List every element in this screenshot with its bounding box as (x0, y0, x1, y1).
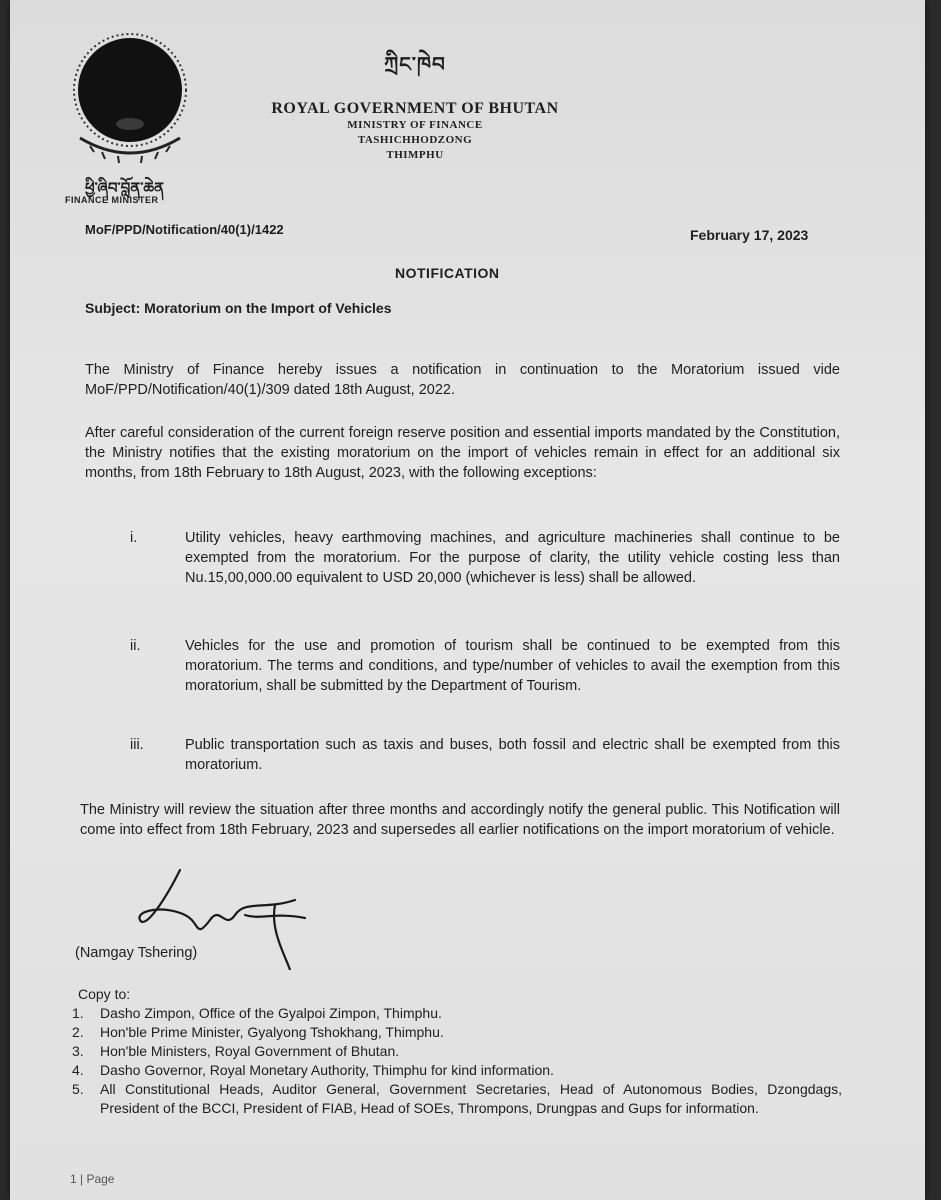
office-script-label: ཕྱི་ཞིབ་བློན་ཆེན (85, 180, 165, 197)
dzongkha-title: ཀྲིང་ཁེབ (384, 54, 446, 76)
copy-to-label: Copy to: (78, 986, 131, 1002)
document-page (10, 0, 925, 1200)
city-name: THIMPHU (386, 149, 444, 161)
exception-number: iii. (130, 737, 144, 753)
ministry-emblem-icon (70, 28, 190, 178)
subject-line: Subject: Moratorium on the Import of Vehicles (85, 300, 392, 316)
reference-number: MoF/PPD/Notification/40(1)/1422 (85, 222, 284, 237)
finance-minister-label: FINANCE MINISTER (65, 195, 159, 205)
exception-number: i. (130, 530, 138, 546)
dzong-name: TASHICHHODZONG (357, 134, 473, 146)
exception-number: ii. (130, 638, 141, 654)
ministry-name: MINISTRY OF FINANCE (347, 119, 483, 131)
copy-list (72, 1004, 842, 1118)
list-item: 2. Hon'ble Prime Minister, Gyalyong Tshokhang, Thimphu. (72, 1024, 444, 1040)
letterhead (250, 42, 580, 163)
exception-item (130, 636, 840, 696)
document-date: February 17, 2023 (690, 227, 809, 243)
paragraph-intro: The Ministry of Finance hereby issues a notification in continuation to the Moratorium issued vide MoF/PPD/Notification/40(1)/309 dated 18th August, 2022. (85, 362, 840, 398)
page-footer: 1 | Page (70, 1172, 115, 1186)
exception-item (130, 735, 840, 775)
list-item: 4. Dasho Governor, Royal Monetary Authority, Thimphu for kind information. (72, 1062, 554, 1078)
list-item: 5. All Constitutional Heads, Auditor General, Government Secretaries, Head of Autonomous Bodies, Dzongdags, President of the BCCI, President of FIAB, Head of SOEs, Thrompons, Drungpas and Gups for information. (72, 1081, 842, 1116)
exception-text: Utility vehicles, heavy earthmoving machines, and agriculture machineries shall continue to be exempted from the moratorium. For the purpose of clarity, the utility vehicle costing less than Nu.15,00,000.00 equivalent to USD 20,000 (whichever is less) shall be allowed. (185, 530, 840, 586)
list-item: 1. Dasho Zimpon, Office of the Gyalpoi Zimpon, Thimphu. (72, 1005, 442, 1021)
list-item: 3. Hon'ble Ministers, Royal Government of Bhutan. (72, 1043, 400, 1059)
exception-item (130, 528, 840, 588)
government-name: ROYAL GOVERNMENT OF BHUTAN (271, 100, 559, 117)
exception-text: Vehicles for the use and promotion of tourism shall be continued to be exempted from this moratorium. The terms and conditions, and type/number of vehicles to avail the exemption from this moratorium, shall be submitted by the Department of Tourism. (185, 638, 840, 694)
exception-text: Public transportation such as taxis and buses, both fossil and electric shall be exempted from this moratorium. (185, 737, 840, 773)
document-title: NOTIFICATION (395, 265, 500, 281)
paragraph-main: After careful consideration of the current foreign reserve position and essential imports mandated by the Constitution, the Ministry notifies that the existing moratorium on the import of vehicles remain in effect for an additional six months, from 18th February to 18th August, 2023, with the following exceptions: (85, 425, 840, 481)
signer-name: (Namgay Tshering) (75, 945, 198, 961)
paragraph-closing: The Ministry will review the situation after three months and accordingly notify the general public. This Notification will come into effect from 18th February, 2023 and supersedes all earlier notifications on the import moratorium of vehicle. (80, 802, 840, 838)
